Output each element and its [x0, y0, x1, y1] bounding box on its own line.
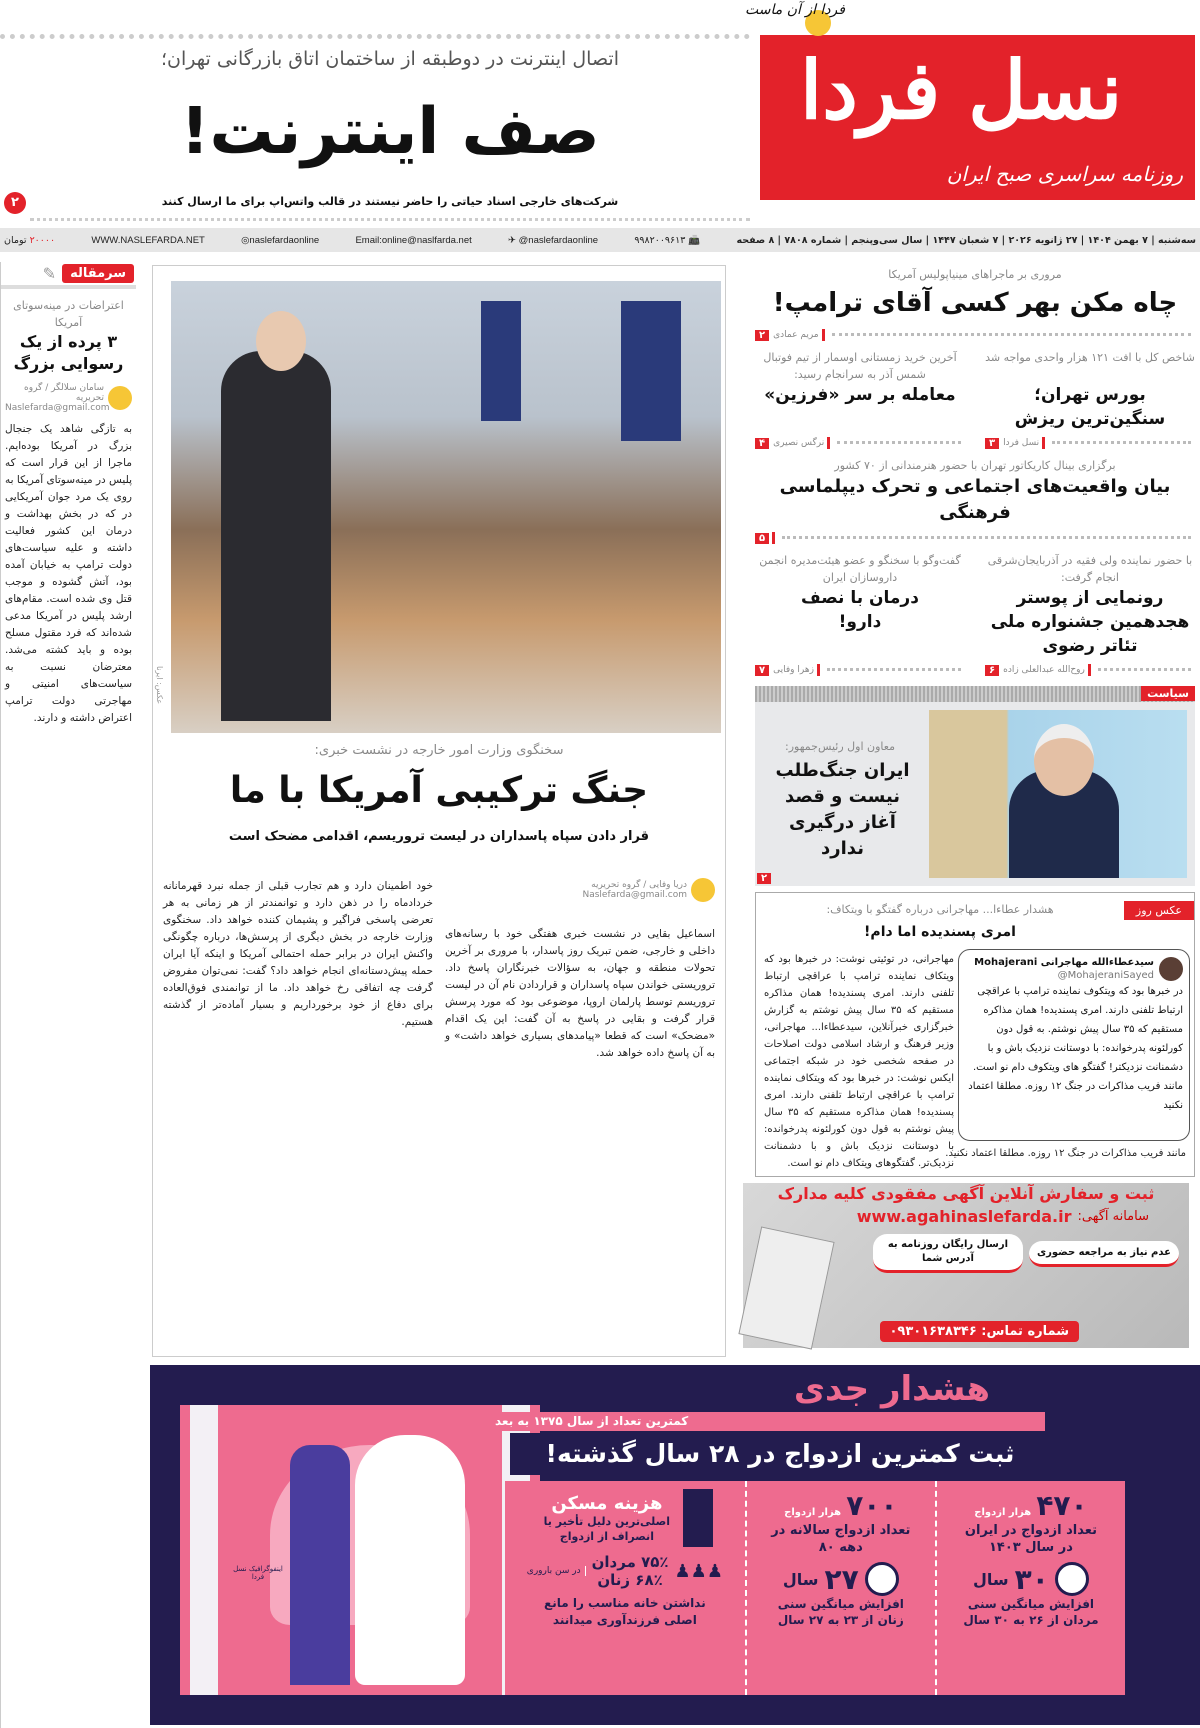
editorial-body: به تازگی شاهد یک جنجال بزرگ در آمریکا بوده‌ایم. ماجرا از این قرار است که پلیس در مینه‌سوتای آمریکا به روی یک مرد جوان آمریکایی در که در بخش بهداشت و درمان این کشور فعالیت داشته و علیه سیاست‌های دولت ترامپ به خیابان آمده بود، آتش گشوده و موجب قتل وی شده است. مقام‌های ارشد پلیس در آمریکا مدعی شده‌اند که فرد مقتول مسلح بوده و باید کشته می‌شد. معترضان نسبت به سیاست‌های امنیتی و مهاجرتی دولت ترامپ اعتراض داشته و دارند.	[4, 423, 132, 724]
tweet-text: در خبرها بود که ویتکوف نماینده ترامپ با عراقچی ارتباط تلفنی دارند. امری پسندیده! همان مذاکره مستقیم که ۳۵ سال پیش نوشتم. به قول دون کورلئونه پدرخوانده: با دوستانت نزدیک باش و با دشمنانت نزدیکتر! گفتگو های ویتکوف دام نو است. مانند فریب مذاکرات در جنگ ۱۲ روزه. مطلقا اعتماد نکنید	[968, 986, 1183, 1111]
instagram-icon: ◎	[241, 234, 250, 246]
couple-illustration	[180, 1405, 540, 1695]
lead-deck: شرکت‌های خارجی اسناد حیاتی را حاضر نیستند در قالب واتس‌اپ برای ما ارسال کنند	[161, 195, 619, 208]
brand-logo: اینفوگرافیک نسل فردا	[233, 1565, 283, 1581]
groom	[290, 1445, 350, 1685]
main-photo	[171, 281, 721, 733]
politics-label: سیاست	[1141, 686, 1195, 701]
price: ۲۰۰۰۰ تومان	[4, 234, 56, 246]
people-icon: ♟♟♟	[674, 1560, 723, 1582]
page-number: ۲	[757, 873, 771, 884]
photo-day-tail: مانند فریب مذاکرات در جنگ ۱۲ روزه. مطلقا اعتماد نکنید.	[945, 1148, 1186, 1159]
logo-subtitle: روزنامه سراسری صبح ایران	[946, 162, 1183, 186]
divider	[30, 218, 750, 221]
infographic-ribbon: کمترین تعداد از سال ۱۳۷۵ به بعد	[485, 1412, 1045, 1431]
right-column	[755, 262, 1195, 1348]
main-author: دریا وفایی / گروه تحریریه	[591, 880, 687, 890]
page-badge: ۲	[4, 192, 26, 214]
politics-box[interactable]	[755, 686, 1195, 886]
editorial-column	[0, 262, 136, 1728]
top-kicker: مروری بر ماجراهای مینیاپولیس آمریکا	[888, 268, 1062, 281]
top-headline: چاه مکن بهر کسی آقای ترامپ!	[772, 288, 1178, 318]
main-headline: جنگ ترکیبی آمریکا با ما	[229, 770, 649, 811]
slogan: فردا از آن ماست	[745, 2, 845, 18]
stat-block: ۷۰۰ هزار ازدواج تعداد ازدواج سالانه در دهه ۸۰ ۲۷ سال افزایش میانگین سنی زنان از ۲۳ به ۲۷ سال	[745, 1481, 935, 1695]
editorial-kicker: اعتراضات در مینه‌سوتای آمریکا	[13, 299, 124, 329]
infographic	[150, 1365, 1200, 1725]
tweet-card[interactable]: سیدعطاءالله مهاجرانی Mohajerani @MohajeraniSayed در خبرها بود که ویتکوف نماینده ترامپ با عراقچی ارتباط تلفنی دارند. امری پسندیده! همان مذاکره مستقیم که ۳۵ سال پیش نوشتم. به قول دون کورلئونه پدرخوانده: با دوستانت نزدیک باش و با دشمنانت نزدیکتر! گفتگو های ویتکوف دام نو است. مانند فریب مذاکرات در جنگ ۱۲ روزه. مطلقا اعتماد نکنید	[958, 949, 1190, 1141]
logo-text: نسل فردا	[800, 43, 1123, 137]
ad-banner[interactable]	[743, 1183, 1189, 1348]
photo-credit: عکس: ایرنا	[155, 666, 164, 705]
ad-phone: شماره تماس: ۰۹۳۰۱۶۳۸۳۴۶	[880, 1321, 1080, 1342]
photo-day-headline: امری پسندیده اما دام!	[864, 924, 1016, 940]
lead-kicker: اتصال اینترنت در دوطبقه از ساختمان اتاق بازرگانی تهران؛	[161, 48, 619, 70]
main-email: Naslefarda@gmail.com	[582, 890, 687, 900]
masthead-logo	[760, 35, 1195, 200]
telegram-icon: ✈	[508, 234, 517, 246]
chart-icon	[865, 1562, 899, 1596]
info-bar	[0, 228, 1200, 252]
photo-of-day-box	[755, 892, 1195, 1177]
bride	[355, 1435, 465, 1685]
editorial-headline: ۳ پرده از یک رسوایی بزرگ	[13, 332, 124, 373]
fax: 📠 ۹۹۸۲۰۰۹۶۱۳	[634, 234, 701, 246]
chart-icon	[1055, 1562, 1089, 1596]
instagram-link[interactable]: ◎naslefardaonline	[241, 234, 320, 246]
website-link[interactable]: WWW.NASLEFARDA.NET	[91, 234, 205, 246]
ad-title: ثبت و سفارش آنلاین آگهی مفقودی کلیه مدارک	[777, 1184, 1155, 1203]
story-card[interactable]: آخرین خرید زمستانی اوسمار از تیم فوتبال شمس آذر به سرانجام رسید: معامله بر سر «فرزین» نرگس نصیری ۴	[755, 349, 965, 451]
avatar	[1159, 957, 1183, 981]
main-body-col2: خود اطمینان دارد و هم تجارب قبلی از جمله نبرد قهرمانانه خردادماه را در ذهن دارد و توانمندتر از هر زمانی به هر تعرضی پاسخی فراگیر و پشیمان کننده خواهد داد. سخنگوی وزارت خارجه در بخش دیگری از پرسش‌ها، درباره چگونگی واکنش ایران در برابر حمله احتمالی آمریکا و اینکه آیا ایران حمله پیش‌دستانه‌ای انجام خواهد داد؟ گفت: نمی‌توان مفروض گرفت چه اتفاقی رخ خواهد داد. ما از توانمندی فوق‌العاده برای دفاع از خود برخورداریم و بسیار آماده‌تر از گذشته هستیم.	[163, 880, 433, 1028]
housing-block: هزینه مسکن اصلی‌ترین دلیل تأخیر یا انصراف از ازدواج ♟♟♟ ۷۵٪ مردان ۶۸٪ زنان در سن باروری نداشتن خانه مناسب را مانع اصلی فرزندآوری میدانند	[505, 1481, 745, 1695]
story-card[interactable]: با حضور نماینده ولی فقیه در آذربایجان‌شرقی انجام گرفت: رونمایی از پوستر هجدهمین جشنواره ملی تئاتر رضوی روح‌الله عبدالعلی زاده ۶	[985, 552, 1195, 678]
email-link[interactable]: Email:online@naslfarda.net	[355, 234, 472, 246]
story-footer: مریم عمادی ۲	[755, 327, 1195, 343]
author-logo-icon	[691, 878, 715, 902]
author-logo-icon	[108, 386, 132, 410]
ad-pill: ارسال رایگان روزنامه به آدرس شما	[873, 1234, 1023, 1273]
politics-headline: ایران جنگ‌طلب نیست و قصد آغاز درگیری ندارد	[775, 760, 910, 859]
fax-icon: 📠	[688, 234, 701, 246]
pen-icon: ✎	[42, 264, 57, 283]
story-card[interactable]: گفت‌وگو با سخنگو و عضو هیئت‌مدیره انجمن داروسازان ایران درمان با نصف دارو! زهرا وفایی ۷	[755, 552, 965, 678]
politics-kicker: معاون اول رئیس‌جمهور:	[785, 740, 895, 753]
ad-url[interactable]: www.agahinaslefarda.ir	[856, 1207, 1072, 1226]
infographic-title: هشدار جدی	[793, 1369, 990, 1409]
editorial-label: سرمقاله	[62, 264, 134, 283]
photo-day-body: مهاجرانی، در توئیتی نوشت: در خبرها بود که ویتکاف نماینده ترامپ با عراقچی ارتباط تلفنی دارند. امری پسندیده! همان مذاکره مستقیم که ۳۵ سال پیش نوشتم به گزارش خبرگزاری خبرآنلاین، سیدعطاءا... مهاجرانی، وزیر فرهنگ و ارشاد اسلامی دولت اصلاحات در صفحه شخصی خود در شبکه اجتماعی ایکس نوشت: در خبرها بود که ویتکاف نماینده ترامپ با عراقچی ارتباط تلفنی دارند. امری پسندیده! همان مذاکره مستقیم که ۳۵ سال پیش نوشتم به قول دون کورلئونه پدرخوانده: با دوستانت نزدیک باش و با دشمنانت نزدیک‌تر. گفتگوهای ویتکاف دام نو است.	[764, 954, 954, 1169]
lead-headline: صف اینترنت!	[180, 95, 600, 169]
photo-day-kicker: هشدار عطاءا... مهاجرانی درباره گفتگو با ویتکاف:	[826, 903, 1054, 916]
ad-pill: عدم نیاز به مراجعه حضوری	[1029, 1241, 1179, 1267]
editorial-author: سامان سلالگر / گروه تحریریه	[24, 383, 104, 403]
story-card[interactable]: شاخص کل با افت ۱۲۱ هزار واحدی مواجه شد بورس تهران؛ سنگین‌ترین ریزش نسل فردا ۳	[985, 351, 1195, 449]
telegram-link[interactable]: ✈ @naslefardaonline	[508, 234, 599, 246]
divider	[0, 34, 750, 39]
politics-photo	[929, 710, 1187, 878]
main-body-col1: اسماعیل بقایی در نشست خبری هفتگی خود با رسانه‌های داخلی و خارجی، ضمن تبریک روز پاسدار، با مروری بر آخرین تحولات منطقه و جهان، به سؤالات خبرنگاران پاسخ داد. تروریستی خواندن سپاه پاسداران و قراردادن نام آن در لیست تروریسم توسط پارلمان اروپا، موضوعی بود که مورد پرسش قرار گرفت و بقایی در پاسخ به آن گفت: این یک اقدام «مضحک» است که قطعا «پیامدهای بسیاری خواهد داشت» و به آن پاسخ داده خواهد شد.	[445, 928, 715, 1059]
photo-day-label: عکس روز	[1124, 901, 1194, 920]
main-kicker: سخنگوی وزارت امور خارجه در نشست خبری:	[314, 743, 564, 758]
issue-date: سه‌شنبه | ۷ بهمن ۱۴۰۴ | ۲۷ ژانویه ۲۰۲۶ | ۷ شعبان ۱۴۴۷ | سال سی‌وپنجم | شماره ۷۸۰۸ | ۸ صفحه	[736, 234, 1196, 246]
editorial-email: Naslefarda@gmail.com	[5, 403, 110, 413]
main-story	[152, 265, 726, 1357]
story-card[interactable]: برگزاری بینال کاریکاتور تهران با حضور هنرمندانی از ۷۰ کشور بیان واقعیت‌های اجتماعی و تحرک دیپلماسی فرهنگی ۵	[755, 457, 1195, 546]
ad-system-label: سامانه آگهی:	[1077, 1209, 1149, 1224]
infographic-headline: ثبت کمترین ازدواج در ۲۸ سال گذشته!	[510, 1433, 1200, 1475]
main-deck: قرار دادن سپاه پاسداران در لیست تروریسم، اقدامی مضحک است	[228, 829, 650, 844]
stat-block: ۴۷۰ هزار ازدواج تعداد ازدواج در ایران در سال ۱۴۰۳ ۳۰ سال افزایش میانگین سنی مردان از ۲۶ به ۳۰ سال	[935, 1481, 1125, 1695]
building-icon	[683, 1489, 713, 1547]
